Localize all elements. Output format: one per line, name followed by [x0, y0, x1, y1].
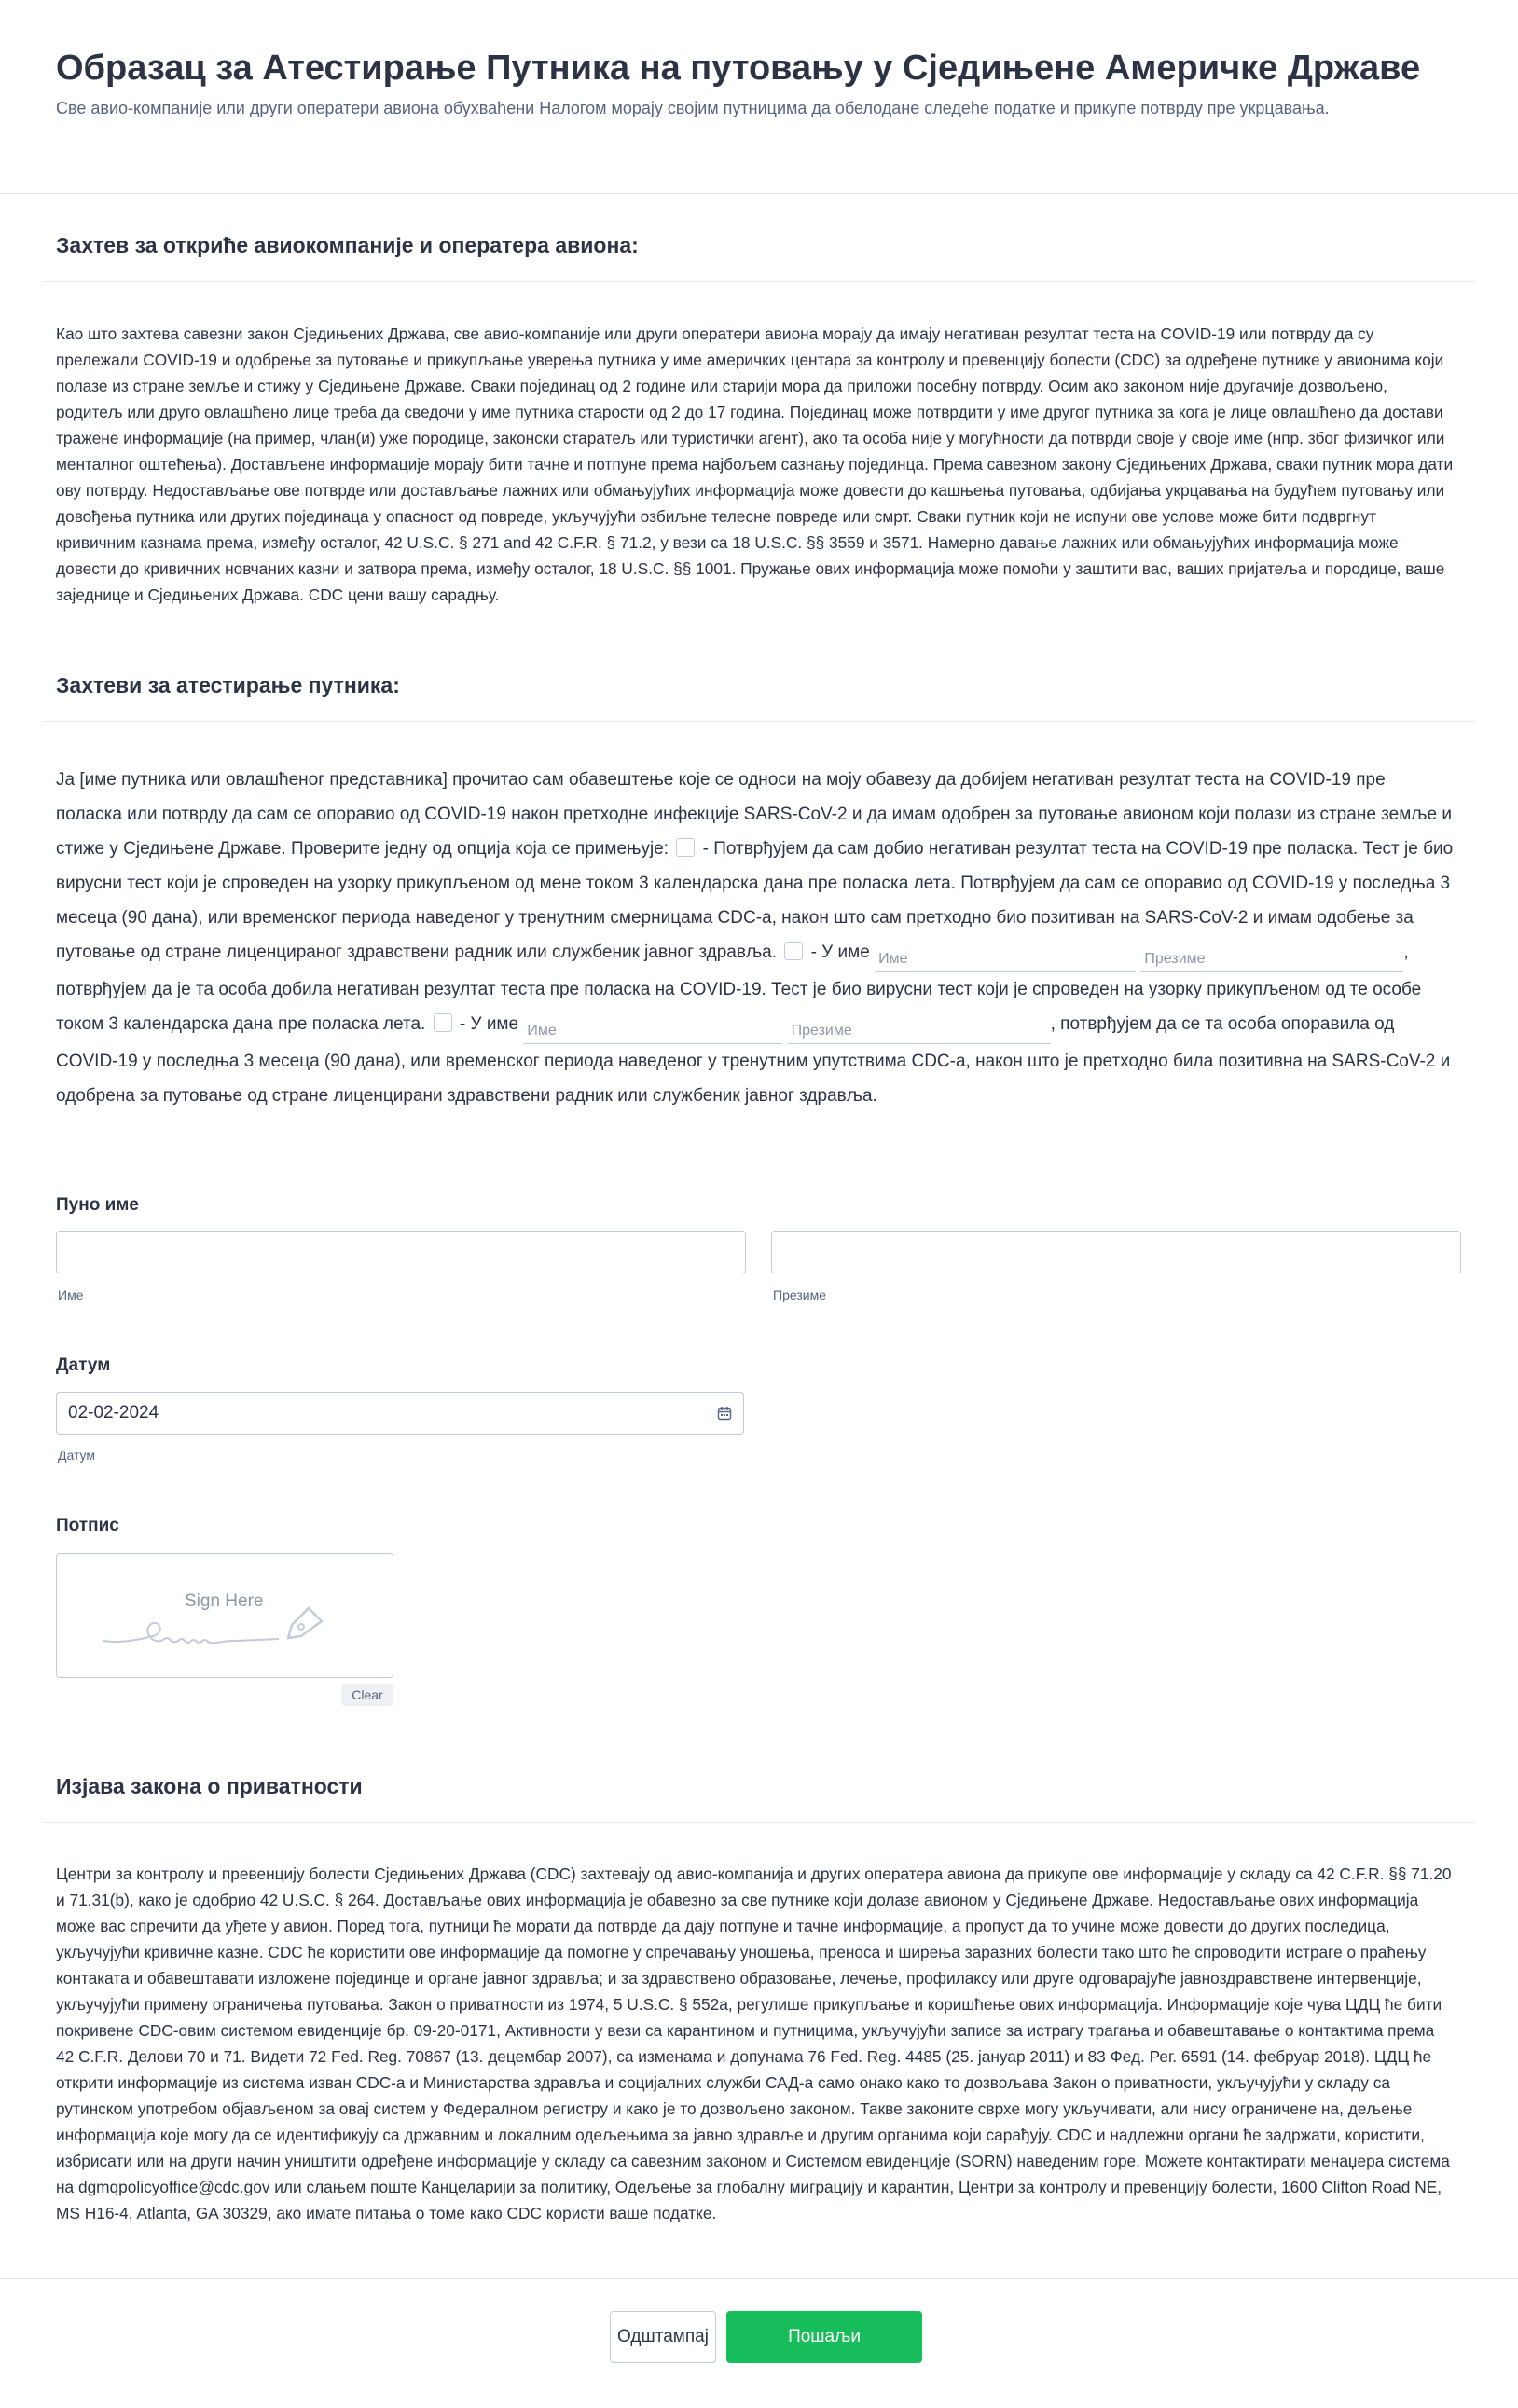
first-name-sublabel: Име: [58, 1287, 84, 1302]
other-tested-first-name-input[interactable]: Име: [875, 946, 1136, 972]
signature-pad[interactable]: [56, 1553, 393, 1678]
full-name-label: Пуно име: [56, 1195, 139, 1215]
section-heading: Захтеви за атестирање путника:: [42, 671, 1476, 722]
submit-button[interactable]: Пошаљи: [726, 2311, 922, 2363]
attestation-text-part: - Потврђујем да сам добио негативан резултат теста на COVID-19 пре поласка. Тест је био вирусни тест који је спроведен на узорку прикупљеном од мене током 3 календарска дана пре поласка лета. Потврђујем да сам се опоравио од COVID-19 у последња 3 месеца (90 дана), или временског периода наведеног у тренутним смерницама CDC-а, након што сам претходно био позитиван на SARS-CoV-2 и имам одобење за путовање од стране лиценцираног здравствени радник или службеник јавног здравља.: [56, 839, 1454, 962]
date-value: 02-02-2024: [68, 1403, 159, 1423]
attestation-text-part: , потврђујем да се та особа опоравила од COVID-19 у последња 3 месеца (90 дана), или временског периода наведеног у тренутним упутствима CDC-а, након што је претходно била позитивна на SARS-CoV-2 и одобрена за путовање од стране лиценцирани здравствени радник или службеник јавног здравља.: [56, 1014, 1451, 1106]
other-tested-last-name-input[interactable]: Презиме: [1140, 946, 1403, 972]
other-recovered-last-name-input[interactable]: Презиме: [788, 1018, 1051, 1044]
page-subtitle: Све авио-компаније или други оператери авиона обухваћени Налогом морају својим путницима да обелодане следеће податке и прикупе потврду пре укрцавања.: [56, 99, 1330, 117]
other-recovered-first-name-input[interactable]: Име: [523, 1018, 782, 1044]
sign-here-hint: Sign Here: [185, 1591, 264, 1611]
airline-disclosure-text: Као што захтева савезни закон Сједињених Држава, све авио-компаније или други оператери авиона морају да имају негативан резултат теста на COVID-19 или потврду да су прележали COVID-19 и одобрење за путовање и прикупљање уверења путника у име америчких центара за контролу и превенцију болести (CDC) за одређене путнике у авионима који полазе из стране земље и стижу у Сједињене Државе. Сваки појединац од 2 године или старији мора да приложи посебну потврду. Осим ако законом није другачије дозвољено, родитељ или друго овлашћено лице треба да сведочи у име путника старости од 2 до 17 година. Појединац може потврдити у име другог путника за кога је лице овлашћено да достави тражене информације (на пример, члан(и) уже породице, законски старатељ или туристички агент), ако та особа није у могућности да потврди своје у своје име (нпр. због физичког или менталног оштећења). Достављене информације морају бити тачне и потпуне према најбољем сазнању појединца. Према савезном закону Сједињених Држава, сваки путник мора дати ову потврду. Недостављање ове потврде или достављање лажних или обмањујућих информација може довести до кашњења путовања, одбијања укрцавања на будућем путовању или довођења путника или других појединаца у опасност од повреде, укључујући озбиљне телесне повреде или смрт. Сваки путник који не испуни ове услове може бити подвргнут кривичним казнама према, између осталог, 42 U.S.C. § 271 and 42 C.F.R. § 71.2, у вези са 18 U.S.C. §§ 3559 и 3571. Намерно давање лажних или обмањујућих информација може довести до кривичних новчаних казни и затвора према, између осталог, 18 U.S.C. §§ 1001. Пружање ових информација може помоћи у заштити вас, ваших пријатеља и породице, ваше заједнице и Сједињених Држава. CDC цени вашу сарадњу.: [56, 324, 1454, 604]
option-self-checkbox[interactable]: [676, 838, 695, 857]
clear-signature-button[interactable]: Clear: [341, 1684, 393, 1706]
attestation-text-part: - У име: [810, 943, 870, 962]
date-label: Датум: [56, 1355, 111, 1375]
privacy-act-section: [42, 1772, 1476, 1823]
form-header: [0, 0, 1518, 194]
print-button[interactable]: Одштампај: [610, 2311, 716, 2363]
section-heading: Захтев за откриће авиокомпаније и оператера авиона:: [42, 231, 1476, 282]
attestation-text: [56, 763, 1455, 1113]
option-other-recovered-checkbox[interactable]: [434, 1013, 452, 1032]
privacy-act-text: Центри за контролу и превенцију болести Сједињених Држава (CDC) захтевају од авио-компанија и других оператера авиона да прикупе ове информације у складу са 42 C.F.R. §§ 71.20 и 71.31(b), како је одобрио 42 U.S.C. § 264. Достављање ових информација је обавезно за све путнике који долазе авионом у Сједињене Државе. Недостављање ових информација може вас спречити да уђете у авион. Поред тога, путници ће морати да потврде да дају потпуне и тачне информације, а пропуст да то учине може довести до других последица, укључујући кривичне казне. CDC ће користити ове информације да помогне у спречавању уношења, преноса и ширења заразних болести тако што ће спроводити истраге о праћењу контаката и обавештавати изложене појединце и органе јавног здравља; и за здравствено образовање, лечење, профилаксу или друге одговарајуће јавноздравствене интервенције, укључујући примену ограничења путовања. Закон о приватности из 1974, 5 U.S.C. § 552a, регулише прикупљање и коришћење ових информација. Информације које чува ЦДЦ ће бити покривене CDC-овим системом евиденције бр. 09-20-0171, Активности у вези са карантином и путницима, укључујући записе за истрагу трагања и обавештавање о контактима према 42 C.F.R. Делови 70 и 71. Видети 72 Fed. Reg. 70867 (13. децембар 2007), са изменама и допунама 76 Fed. Reg. 4485 (25. јануар 2011) и 83 Фед. Рег. 6591 (14. фебруар 2018). ЦДЦ ће открити информације из система изван CDC-а и Министарства здравља и социјалних служби САД-а само онако како то дозвољава Закон о приватности, укључујући у складу са рутинском употребом објављеном за овај систем у Федералном регистру и како је то дозвољено законом. Такве законите сврхе могу укључивати, али нису ограничене на, дељење информација које могу да се идентификују са државним и локалним одељењима за јавно здравље и другим органима који сарађују. CDC и надлежни органи ће задржати, користити, избрисати или на други начин уништити одређене информације у складу са савезним законом и Системом евиденције (SORN) наведеним горе. Можете контактирати менаџера система на dgmqpolicyoffice@cdc.gov или слањем поште Канцеларији за политику, Одељење за глобалну миграцију и карантин, Центри за контролу и превенцију болести, 1600 Clifton Road NE, MS H16-4, Atlanta, GA 30329, ако имате питања о томе како CDC користи ваше податке.: [56, 1864, 1452, 2222]
last-name-sublabel: Презиме: [773, 1287, 826, 1302]
date-input[interactable]: [56, 1392, 744, 1435]
date-sublabel: Датум: [58, 1448, 95, 1463]
first-name-input[interactable]: [56, 1231, 746, 1273]
page-title: Образац за Атестирање Путника на путовању у Сједињене Америчке Државе: [56, 48, 1421, 88]
attestation-text-part: - У име: [459, 1014, 519, 1034]
signature-label: Потпис: [56, 1516, 119, 1535]
calendar-icon[interactable]: [717, 1406, 732, 1421]
option-other-tested-checkbox[interactable]: [784, 942, 803, 960]
attestation-text-part: Ја [име путника или овлашћеног представника] прочитао сам обавештење које се односи на моју обавезу да добијем негативан резултат теста на COVID-19 пре поласка или потврду да сам се опоравио од COVID-19 након претходне инфекције SARS-CoV-2 и да имам одобрен за путовање авионом који полази из стране земље и стиже у Сједињене Државе. Проверите једну од опција која се примењује:: [56, 770, 1452, 859]
form-footer: [0, 2278, 1518, 2408]
passenger-attestation-section: [42, 671, 1476, 722]
airline-disclosure-section: [42, 231, 1476, 282]
section-heading: Изјава закона о приватности: [42, 1772, 1476, 1823]
last-name-input[interactable]: [771, 1231, 1461, 1273]
attestation-text-part: , потврђујем да је та особа добила негативан резултат теста пре поласка на COVID-19. Тест је био вирусни тест који је спроведен на узорку прикупљеном од те особе током 3 календарска дана пре поласка лета.: [56, 943, 1422, 1034]
signature-placeholder-icon: [102, 1599, 353, 1655]
